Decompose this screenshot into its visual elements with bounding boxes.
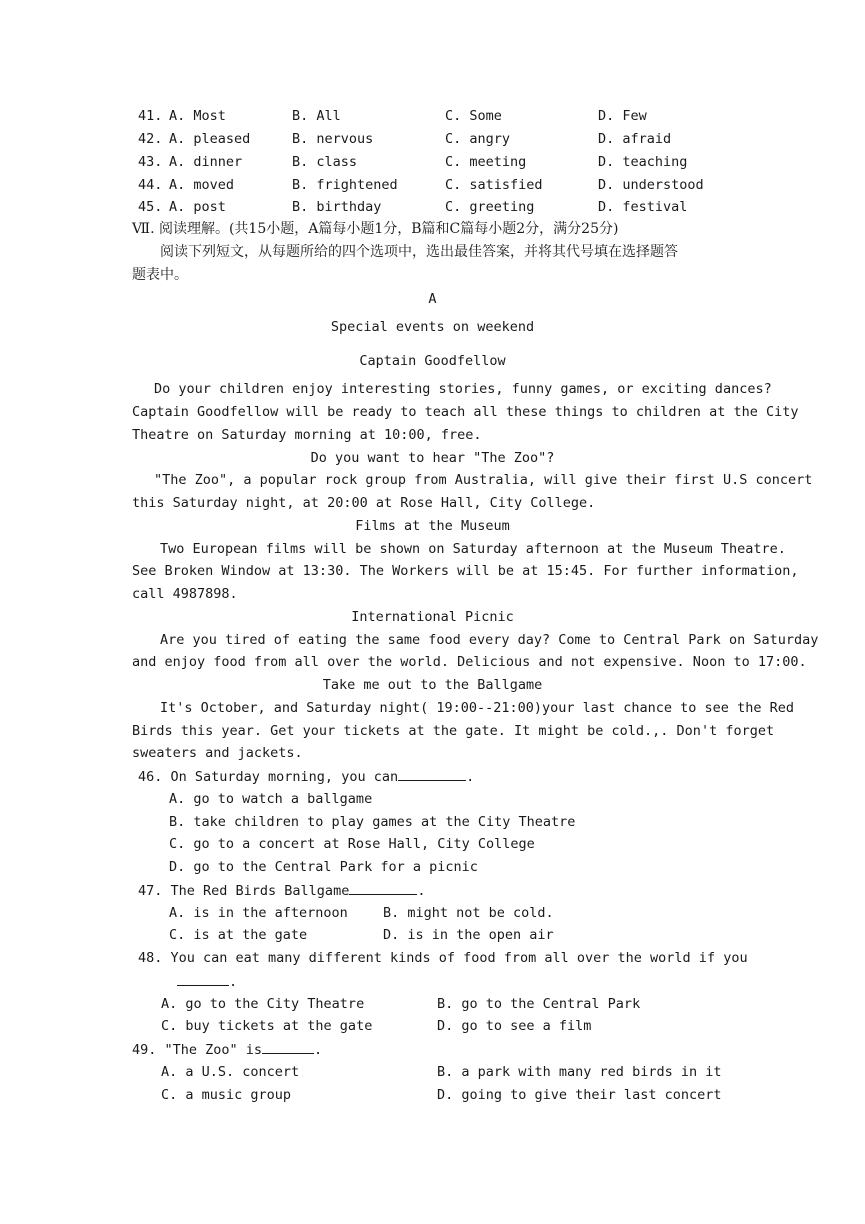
question-end: . bbox=[229, 974, 238, 990]
cloze-number: 43. bbox=[138, 154, 163, 170]
passage-line: and enjoy food from all over the world. Delicious and not expensive. Noon to 17:00. bbox=[132, 654, 807, 670]
section-instruction-cont: 题表中。 bbox=[132, 267, 188, 283]
option-c: C. buy tickets at the gate bbox=[161, 1018, 373, 1034]
section-instruction: 阅读下列短文，从每题所给的四个选项中，选出最佳答案，并将其代号填在选择题答 bbox=[160, 244, 678, 260]
cloze-option-d: D. understood bbox=[598, 177, 704, 193]
option-a: A. go to watch a ballgame bbox=[169, 791, 373, 807]
question-48: 48. You can eat many different kinds of food from all over the world if you bbox=[138, 950, 748, 966]
cloze-option-c: C. satisfied bbox=[445, 177, 543, 193]
option-c: C. is at the gate bbox=[169, 927, 308, 943]
cloze-option-a: A. dinner bbox=[169, 154, 243, 170]
passage-line: Captain Goodfellow will be ready to teach all these things to children at the City bbox=[132, 404, 799, 420]
cloze-option-c: C. Some bbox=[445, 108, 502, 124]
question-stem: 46. On Saturday morning, you can bbox=[138, 769, 399, 785]
option-d: D. is in the open air bbox=[383, 927, 554, 943]
question-end: . bbox=[466, 769, 475, 785]
cloze-option-b: B. frightened bbox=[292, 177, 398, 193]
question-48-blank-line bbox=[177, 971, 237, 992]
cloze-option-b: B. nervous bbox=[292, 131, 374, 147]
passage-line: Do your children enjoy interesting stories, funny games, or exciting dances? bbox=[154, 381, 772, 397]
question-stem: 49. "The Zoo" is bbox=[132, 1042, 263, 1058]
question-49 bbox=[132, 1039, 322, 1060]
event-heading: Do you want to hear "The Zoo"? bbox=[310, 450, 555, 466]
passage-line: Are you tired of eating the same food every day? Come to Central Park on Saturday bbox=[160, 632, 819, 648]
cloze-option-c: C. angry bbox=[445, 131, 511, 147]
option-d: D. going to give their last concert bbox=[437, 1087, 722, 1103]
cloze-option-d: D. afraid bbox=[598, 131, 672, 147]
question-46 bbox=[138, 766, 474, 787]
event-heading: International Picnic bbox=[351, 609, 514, 625]
cloze-option-a: A. post bbox=[169, 199, 226, 215]
option-a: A. is in the afternoon bbox=[169, 905, 348, 921]
cloze-option-d: D. festival bbox=[598, 199, 688, 215]
cloze-number: 41. bbox=[138, 108, 163, 124]
question-end: . bbox=[314, 1042, 323, 1058]
event-heading: Captain Goodfellow bbox=[359, 353, 506, 369]
cloze-number: 42. bbox=[138, 131, 163, 147]
passage-line: It's October, and Saturday night( 19:00--21:00)your last chance to see the Red bbox=[160, 700, 794, 716]
cloze-number: 45. bbox=[138, 199, 163, 215]
passage-line: Theatre on Saturday morning at 10:00, free. bbox=[132, 427, 482, 443]
answer-blank bbox=[177, 971, 229, 986]
cloze-option-c: C. meeting bbox=[445, 154, 527, 170]
cloze-option-b: B. birthday bbox=[292, 199, 382, 215]
cloze-option-a: A. Most bbox=[169, 108, 226, 124]
passage-line: sweaters and jackets. bbox=[132, 745, 303, 761]
passage-line: "The Zoo", a popular rock group from Australia, will give their first U.S concert bbox=[154, 472, 813, 488]
cloze-option-d: D. Few bbox=[598, 108, 647, 124]
question-stem: 47. The Red Birds Ballgame bbox=[138, 883, 350, 899]
cloze-option-d: D. teaching bbox=[598, 154, 688, 170]
event-heading: Films at the Museum bbox=[355, 518, 510, 534]
question-47 bbox=[138, 880, 425, 901]
answer-blank bbox=[262, 1039, 314, 1054]
cloze-option-b: B. class bbox=[292, 154, 358, 170]
answer-blank bbox=[398, 766, 466, 781]
passage-line: Two European films will be shown on Saturday afternoon at the Museum Theatre. bbox=[160, 541, 786, 557]
option-b: B. might not be cold. bbox=[383, 905, 554, 921]
option-b: B. a park with many red birds in it bbox=[437, 1064, 722, 1080]
section-heading: Ⅶ. 阅读理解。(共15小题，A篇每小题1分，B篇和C篇每小题2分，满分25分) bbox=[132, 221, 619, 237]
cloze-option-a: A. moved bbox=[169, 177, 235, 193]
passage-line: call 4987898. bbox=[132, 586, 238, 602]
cloze-option-b: B. All bbox=[292, 108, 341, 124]
passage-line: Birds this year. Get your tickets at the gate. It might be cold.,. Don't forget bbox=[132, 723, 775, 739]
passage-line: this Saturday night, at 20:00 at Rose Hall, City College. bbox=[132, 495, 596, 511]
passage-title: Special events on weekend bbox=[330, 319, 535, 335]
option-a: A. go to the City Theatre bbox=[161, 996, 365, 1012]
cloze-number: 44. bbox=[138, 177, 163, 193]
option-c: C. go to a concert at Rose Hall, City College bbox=[169, 836, 535, 852]
event-heading: Take me out to the Ballgame bbox=[322, 677, 543, 693]
option-b: B. take children to play games at the City Theatre bbox=[169, 814, 576, 830]
option-b: B. go to the Central Park bbox=[437, 996, 641, 1012]
passage-line: See Broken Window at 13:30. The Workers will be at 15:45. For further information, bbox=[132, 563, 799, 579]
cloze-option-a: A. pleased bbox=[169, 131, 251, 147]
option-d: D. go to see a film bbox=[437, 1018, 592, 1034]
option-d: D. go to the Central Park for a picnic bbox=[169, 859, 478, 875]
option-c: C. a music group bbox=[161, 1087, 292, 1103]
passage-letter: A bbox=[428, 291, 437, 307]
answer-blank bbox=[349, 880, 417, 895]
question-end: . bbox=[417, 883, 426, 899]
option-a: A. a U.S. concert bbox=[161, 1064, 300, 1080]
cloze-option-c: C. greeting bbox=[445, 199, 535, 215]
